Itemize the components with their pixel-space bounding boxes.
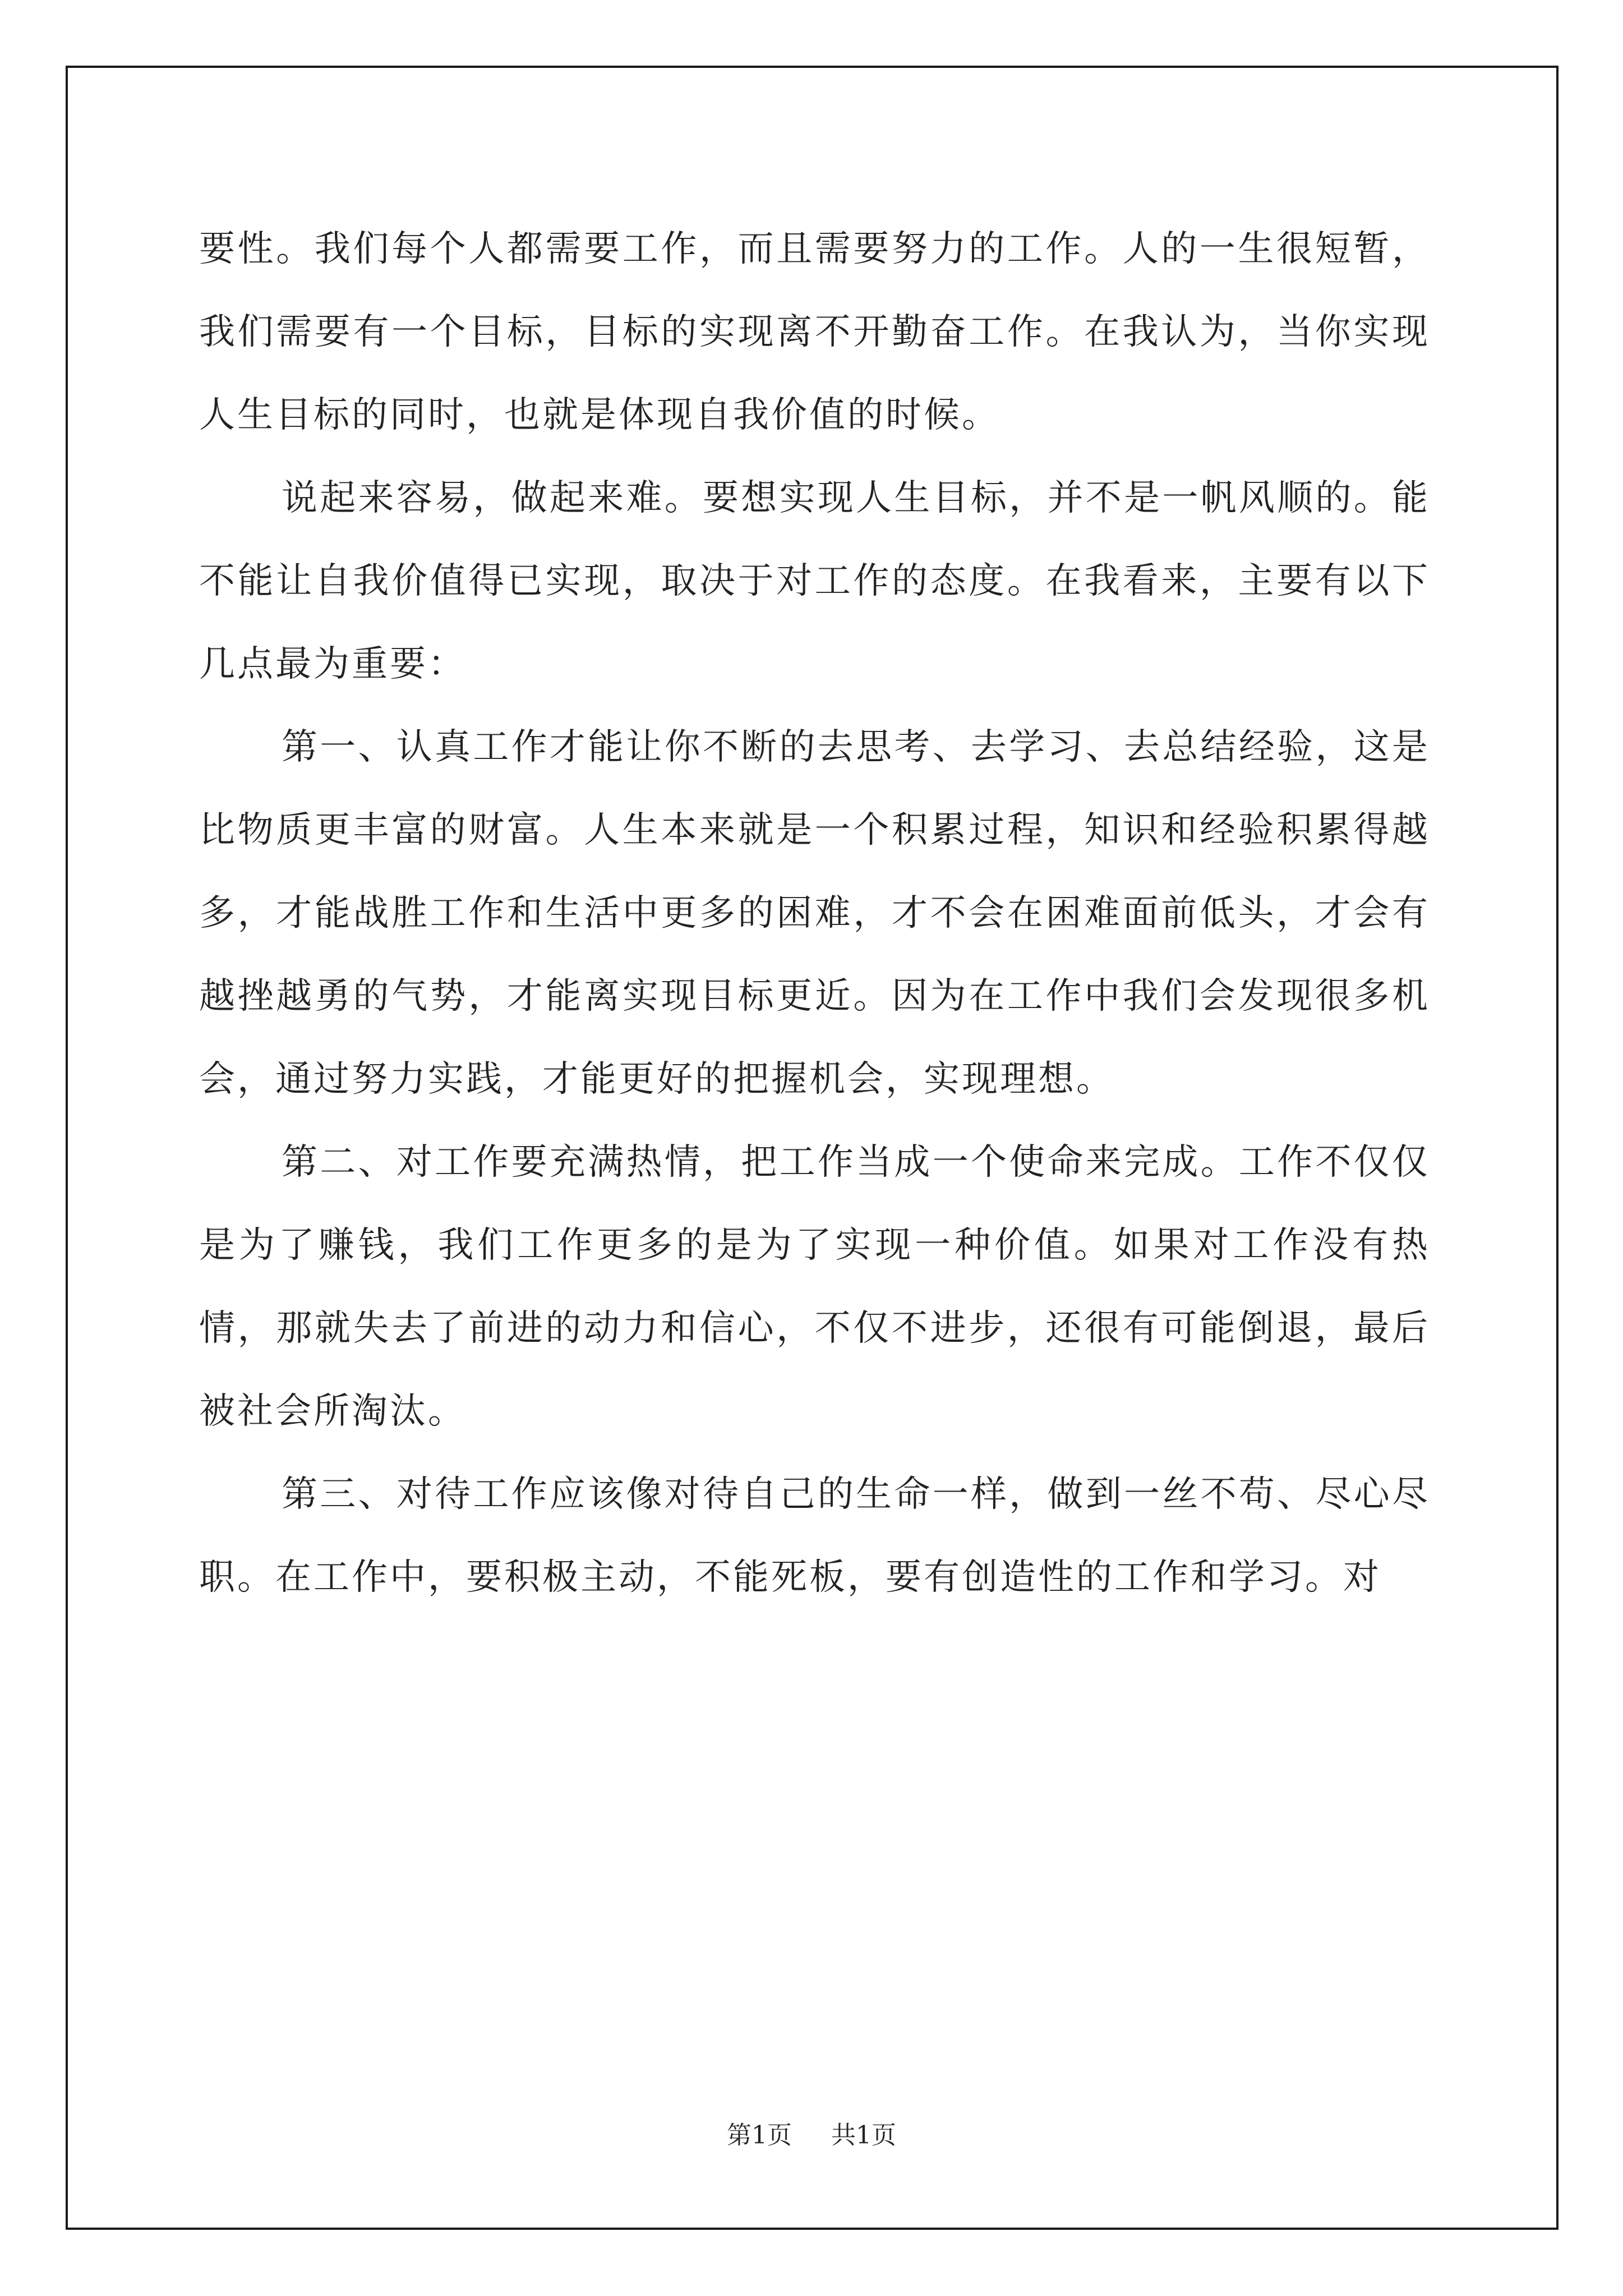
paragraph-4: 第二、对工作要充满热情，把工作当成一个使命来完成。工作不仅仅是为了赚钱，我们工作更多的是为了实现一种价值。如果对工作没有热情，那就失去了前进的动力和信心，不仅不进步，还很有可能倒退，最后被社会所淘汰。: [199, 1142, 1430, 1432]
paragraph-1: 要性。我们每个人都需要工作，而且需要努力的工作。人的一生很短暂，我们需要有一个目标，目标的实现离不开勤奋工作。在我认为，当你实现人生目标的同时，也就是体现自我价值的时候。: [199, 228, 1430, 436]
paragraph-5: 第三、对待工作应该像对待自己的生命一样，做到一丝不苟、尽心尽职。在工作中，要积极主动，不能死板，要有创造性的工作和学习。对: [199, 1474, 1430, 1598]
page-total: 共1页: [831, 2121, 896, 2150]
paragraph-2: 说起来容易，做起来难。要想实现人生目标，并不是一帆风顺的。能不能让自我价值得已实现，取决于对工作的态度。在我看来，主要有以下几点最为重要：: [199, 477, 1430, 685]
paragraph-3: 第一、认真工作才能让你不断的去思考、去学习、去总结经验，这是比物质更丰富的财富。人生本来就是一个积累过程，知识和经验积累得越多，才能战胜工作和生活中更多的困难，才不会在困难面前低头，才会有越挫越勇的气势，才能离实现目标更近。因为在工作中我们会发现很多机会，通过努力实践，才能更好的把握机会，实现理想。: [199, 726, 1430, 1100]
page-number: 第1页: [727, 2121, 792, 2150]
document-body: [199, 208, 1430, 1619]
page-footer: [0, 2115, 1623, 2151]
